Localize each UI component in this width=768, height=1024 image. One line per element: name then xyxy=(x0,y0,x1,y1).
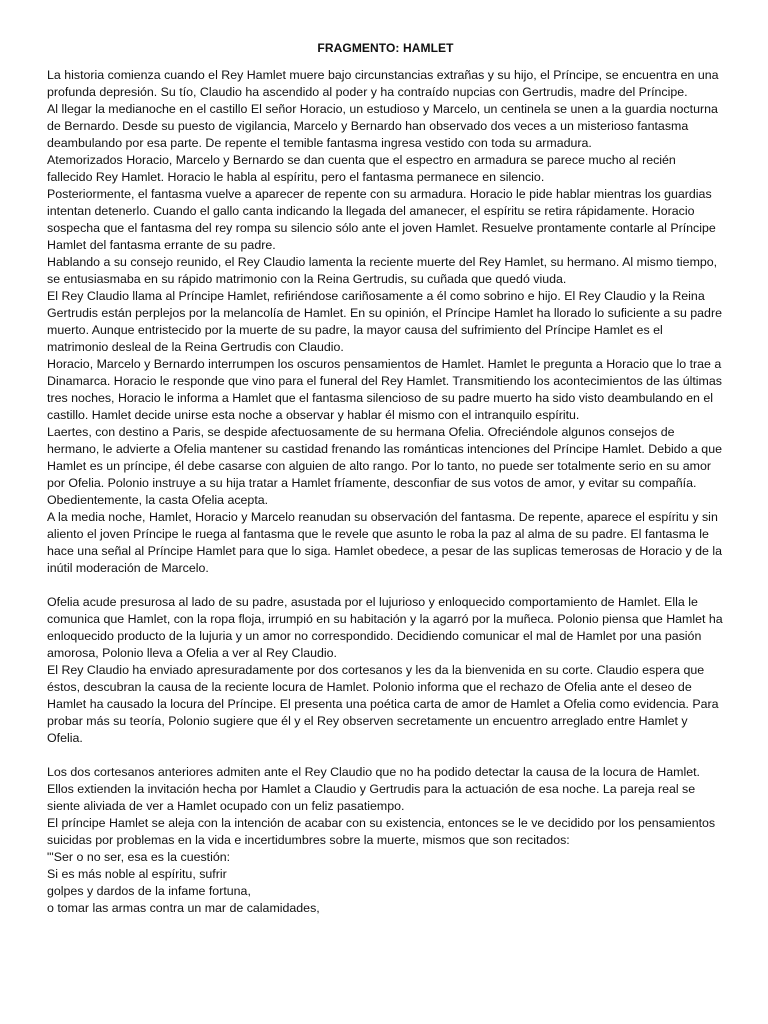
paragraph: Horacio, Marcelo y Bernardo interrumpen los oscuros pensamientos de Hamlet. Hamlet le pregunta a Horacio que lo trae a Dinamarca. Horacio le responde que vino para el funeral del Rey Hamlet. Transmitiendo los acontecimientos de las últimas tres noches, Horacio le informa a Hamlet que el fantasma silencioso de su padre muerto ha sido visto deambulando en el castillo. Hamlet decide unirse esta noche a observar y hablar él mismo con el intranquilo espíritu. xyxy=(47,357,722,422)
verse-line: Si es más noble al espíritu, sufrir xyxy=(47,867,227,881)
paragraph: Los dos cortesanos anteriores admiten ante el Rey Claudio que no ha podido detectar la causa de la locura de Hamlet. Ellos extienden la invitación hecha por Hamlet a Claudio y Gertrudis para la actuación de esa noche. La pareja real se siente aliviada de ver a Hamlet ocupado con un feliz pasatiempo. xyxy=(47,765,700,813)
verse-line: golpes y dardos de la infame fortuna, xyxy=(47,884,251,898)
paragraph: El príncipe Hamlet se aleja con la intención de acabar con su existencia, entonces se le ve decidido por los pensamientos suicidas por problemas en la vida e incertidumbres sobre la muerte, mismos que son recitados: xyxy=(47,816,716,847)
verse-line: "'Ser o no ser, esa es la cuestión: xyxy=(47,850,231,864)
paragraph: La historia comienza cuando el Rey Hamlet muere bajo circunstancias extrañas y su hijo, el Príncipe, se encuentra en una profunda depresión. Su tío, Claudio ha ascendido al poder y ha contraído nupcias con Gertrudis, madre del Príncipe. xyxy=(47,68,719,99)
paragraph-gap xyxy=(47,747,724,764)
document-title: FRAGMENTO: HAMLET xyxy=(317,41,454,55)
paragraph: El Rey Claudio llama al Príncipe Hamlet, refiriéndose cariñosamente a él como sobrino e hijo. El Rey Claudio y la Reina Gertrudis están perplejos por la melancolía de Hamlet. En su opinión, el Príncipe Hamlet ha llorado lo suficiente a su padre muerto. Aunque entristecido por la muerte de su padre, la mayor causa del sufrimiento del Príncipe Hamlet es el matrimonio desleal de la Reina Gertrudis con Claudio. xyxy=(47,289,722,354)
paragraph: Al llegar la medianoche en el castillo El señor Horacio, un estudioso y Marcelo, un centinela se unen a la guardia nocturna de Bernardo. Desde su puesto de vigilancia, Marcelo y Bernardo han observado dos veces a un misterioso fantasma deambulando por esa parte. De repente el temible fantasma ingresa vestido con toda su armadura. xyxy=(47,102,718,150)
paragraph: Hablando a su consejo reunido, el Rey Claudio lamenta la reciente muerte del Rey Hamlet, su hermano. Al mismo tiempo, se entusiasmaba en su rápido matrimonio con la Reina Gertrudis, su cuñada que quedó viuda. xyxy=(47,255,718,286)
paragraph: Ofelia acude presurosa al lado de su padre, asustada por el lujurioso y enloquecido comportamiento de Hamlet. Ella le comunica que Hamlet, con la ropa floja, irrumpió en su habitación y la agarró por la muñeca. Polonio piensa que Hamlet ha enloquecido producto de la lujuria y un amor no correspondido. Decidiendo comunicar el mal de Hamlet por una pasión amorosa, Polonio lleva a Ofelia a ver al Rey Claudio. xyxy=(47,595,723,660)
paragraph-gap xyxy=(47,577,724,594)
paragraph: El Rey Claudio ha enviado apresuradamente por dos cortesanos y les da la bienvenida en su corte. Claudio espera que éstos, descubran la causa de la reciente locura de Hamlet. Polonio informa que el rechazo de Ofelia ante el deseo de Hamlet ha causado la locura del Príncipe. El presenta una poética carta de amor de Hamlet a Ofelia como evidencia. Para probar más su teoría, Polonio sugiere que él y el Rey observen secretamente un encuentro arreglado entre Hamlet y Ofelia. xyxy=(47,663,719,745)
paragraph: Laertes, con destino a Paris, se despide afectuosamente de su hermana Ofelia. Ofreciéndole algunos consejos de hermano, le advierte a Ofelia mantener su castidad frenando las románticas intenciones del Príncipe Hamlet. Debido a que Hamlet es un príncipe, él debe casarse con alguien de alto rango. Por lo tanto, no puede ser totalmente serio en su amor por Ofelia. Polonio instruye a su hija tratar a Hamlet fríamente, desconfiar de sus votos de amor, y evitar su compañía. Obedientemente, la casta Ofelia acepta. xyxy=(47,425,722,507)
paragraph: Atemorizados Horacio, Marcelo y Bernardo se dan cuenta que el espectro en armadura se parece mucho al recién fallecido Rey Hamlet. Horacio le habla al espíritu, pero el fantasma permanece en silencio. xyxy=(47,153,676,184)
paragraph: A la media noche, Hamlet, Horacio y Marcelo reanudan su observación del fantasma. De repente, aparece el espíritu y sin aliento el joven Príncipe le ruega al fantasma que le revele que asunto le roba la paz al alma de su padre. El fantasma le hace una señal al Príncipe Hamlet para que lo siga. Hamlet obedece, a pesar de las suplicas temerosas de Horacio y de la inútil moderación de Marcelo. xyxy=(47,510,722,575)
paragraph: Posteriormente, el fantasma vuelve a aparecer de repente con su armadura. Horacio le pide hablar mientras los guardias intentan detenerlo. Cuando el gallo canta indicando la llegada del amanecer, el espíritu se retira rápidamente. Horacio sospecha que el fantasma del rey rompa su silencio sólo ante el joven Hamlet. Resuelve prontamente contarle al Príncipe Hamlet del fantasma errante de su padre. xyxy=(47,187,716,252)
document-body xyxy=(47,67,724,917)
verse-line: o tomar las armas contra un mar de calamidades, xyxy=(47,901,320,915)
